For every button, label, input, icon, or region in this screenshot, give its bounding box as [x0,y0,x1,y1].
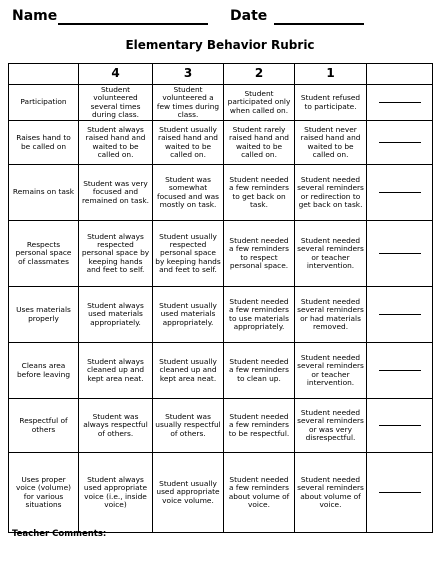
rubric-cell: Student usually used materials appropriately. [153,287,224,343]
rubric-cell: Student was usually respectful of others. [153,399,224,453]
name-label: Name [12,8,58,24]
date-field-line[interactable] [274,23,364,25]
score-cell[interactable] [367,85,433,121]
table-row [9,287,433,343]
table-row [9,399,433,453]
rubric-cell: Student volunteered a few times during class. [153,85,224,121]
criterion-label: Remains on task [9,165,79,221]
score-line[interactable] [379,192,421,193]
rubric-cell: Student always used materials appropriately. [79,287,153,343]
score-line[interactable] [379,253,421,254]
header-row [9,64,433,85]
column-header-4: 4 [79,64,153,85]
rubric-cell: Student always respected personal space by keeping hands and feet to self. [79,221,153,287]
criterion-label: Respects personal space of classmates [9,221,79,287]
rubric-cell: Student refused to participate. [295,85,367,121]
rubric-cell: Student needed several reminders or teacher intervention. [295,343,367,399]
rubric-cell: Student needed a few reminders to use materials appropriately. [224,287,295,343]
rubric-cell: Student usually raised hand and waited to be called on. [153,121,224,165]
score-cell[interactable] [367,453,433,533]
rubric-cell: Student participated only when called on. [224,85,295,121]
score-cell[interactable] [367,287,433,343]
criterion-label: Respectful of others [9,399,79,453]
table-row [9,453,433,533]
table-row [9,121,433,165]
rubric-table [8,63,433,533]
column-header-score [367,64,433,85]
column-header-1: 1 [295,64,367,85]
rubric-cell: Student usually used appropriate voice volume. [153,453,224,533]
rubric-cell: Student was very focused and remained on task. [79,165,153,221]
rubric-cell: Student needed a few reminders to be respectful. [224,399,295,453]
score-cell[interactable] [367,221,433,287]
score-line[interactable] [379,492,421,493]
score-cell[interactable] [367,165,433,221]
rubric-cell: Student needed several reminders or redirection to get back on task. [295,165,367,221]
column-header-criterion [9,64,79,85]
rubric-cell: Student needed a few reminders to get back on task. [224,165,295,221]
score-line[interactable] [379,425,421,426]
rubric-cell: Student usually cleaned up and kept area neat. [153,343,224,399]
criterion-label: Uses proper voice (volume) for various situations [9,453,79,533]
table-row [9,85,433,121]
page-title: Elementary Behavior Rubric [125,38,315,52]
name-field-line[interactable] [58,23,208,25]
criterion-label: Raises hand to be called on [9,121,79,165]
date-label: Date [230,8,268,24]
rubric-cell: Student needed several reminders or had materials removed. [295,287,367,343]
rubric-cell: Student needed a few reminders about volume of voice. [224,453,295,533]
header [12,8,432,30]
table-row [9,165,433,221]
score-line[interactable] [379,102,421,103]
column-header-2: 2 [224,64,295,85]
criterion-label: Participation [9,85,79,121]
score-cell[interactable] [367,399,433,453]
score-cell[interactable] [367,343,433,399]
score-line[interactable] [379,142,421,143]
rubric-cell: Student needed a few reminders to respect personal space. [224,221,295,287]
rubric-cell: Student volunteered several times during class. [79,85,153,121]
rubric-cell: Student always raised hand and waited to be called on. [79,121,153,165]
rubric-cell: Student always used appropriate voice (i.e., inside voice) [79,453,153,533]
score-line[interactable] [379,314,421,315]
rubric-cell: Student rarely raised hand and waited to be called on. [224,121,295,165]
table-row [9,221,433,287]
table-row [9,343,433,399]
rubric-cell: Student needed several reminders or was very disrespectful. [295,399,367,453]
score-line[interactable] [379,370,421,371]
teacher-comments-label: Teacher Comments: [12,529,107,539]
rubric-cell: Student needed several reminders about volume of voice. [295,453,367,533]
rubric-cell: Student always cleaned up and kept area neat. [79,343,153,399]
rubric-cell: Student needed several reminders or teacher intervention. [295,221,367,287]
rubric-cell: Student usually respected personal space by keeping hands and feet to self. [153,221,224,287]
criterion-label: Uses materials properly [9,287,79,343]
rubric-cell: Student never raised hand and waited to be called on. [295,121,367,165]
rubric-cell: Student needed a few reminders to clean up. [224,343,295,399]
score-cell[interactable] [367,121,433,165]
rubric-cell: Student was somewhat focused and was mostly on task. [153,165,224,221]
criterion-label: Cleans area before leaving [9,343,79,399]
column-header-3: 3 [153,64,224,85]
rubric-cell: Student was always respectful of others. [79,399,153,453]
